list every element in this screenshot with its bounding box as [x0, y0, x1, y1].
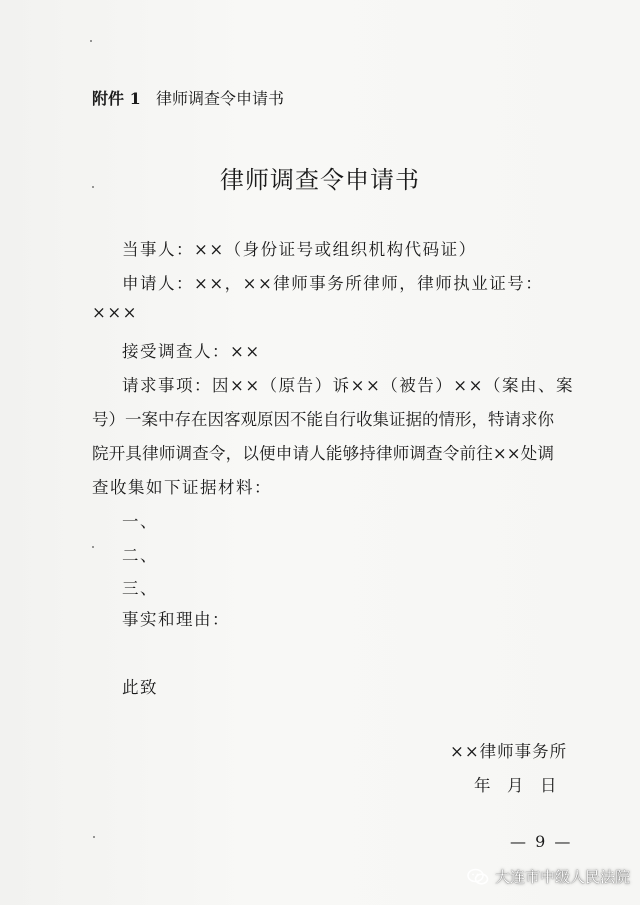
attachment-title: 律师调查令申请书: [156, 89, 285, 108]
closing-line: 此致: [122, 678, 158, 697]
scan-speck: [92, 546, 94, 548]
scan-speck: [93, 836, 95, 838]
evidence-item: 三、: [122, 579, 158, 598]
document-title: 律师调查令申请书: [220, 166, 420, 194]
party-line: 当事人：××（身份证号或组织机构代码证）: [122, 240, 477, 259]
scan-speck: [90, 40, 92, 42]
evidence-item: 二、: [122, 546, 158, 565]
page-number: — 9 —: [510, 832, 573, 851]
signature-date: 年 月 日: [474, 776, 557, 795]
applicant-license-number: ×××: [92, 303, 138, 322]
wechat-icon: [467, 868, 489, 886]
attachment-label: 附件 1: [92, 89, 141, 108]
request-line: 请求事项：因××（原告）诉××（被告）××（案由、案: [122, 376, 574, 395]
facts-label: 事实和理由：: [122, 610, 230, 629]
applicant-line: 申请人：××，××律师事务所律师，律师执业证号：: [122, 274, 544, 293]
request-line: 号）一案中存在因客观原因不能自行收集证据的情形，特请求你: [92, 410, 554, 429]
evidence-item: 一、: [122, 512, 158, 531]
watermark-text: 大连市中级人民法院: [494, 868, 630, 886]
signature-firm: ××律师事务所: [450, 742, 568, 761]
request-line: 查收集如下证据材料：: [92, 478, 272, 497]
request-line: 院开具律师调查令，以便申请人能够持律师调查令前往××处调: [92, 444, 554, 463]
respondent-line: 接受调查人：××: [122, 342, 261, 361]
watermark: [467, 866, 630, 887]
